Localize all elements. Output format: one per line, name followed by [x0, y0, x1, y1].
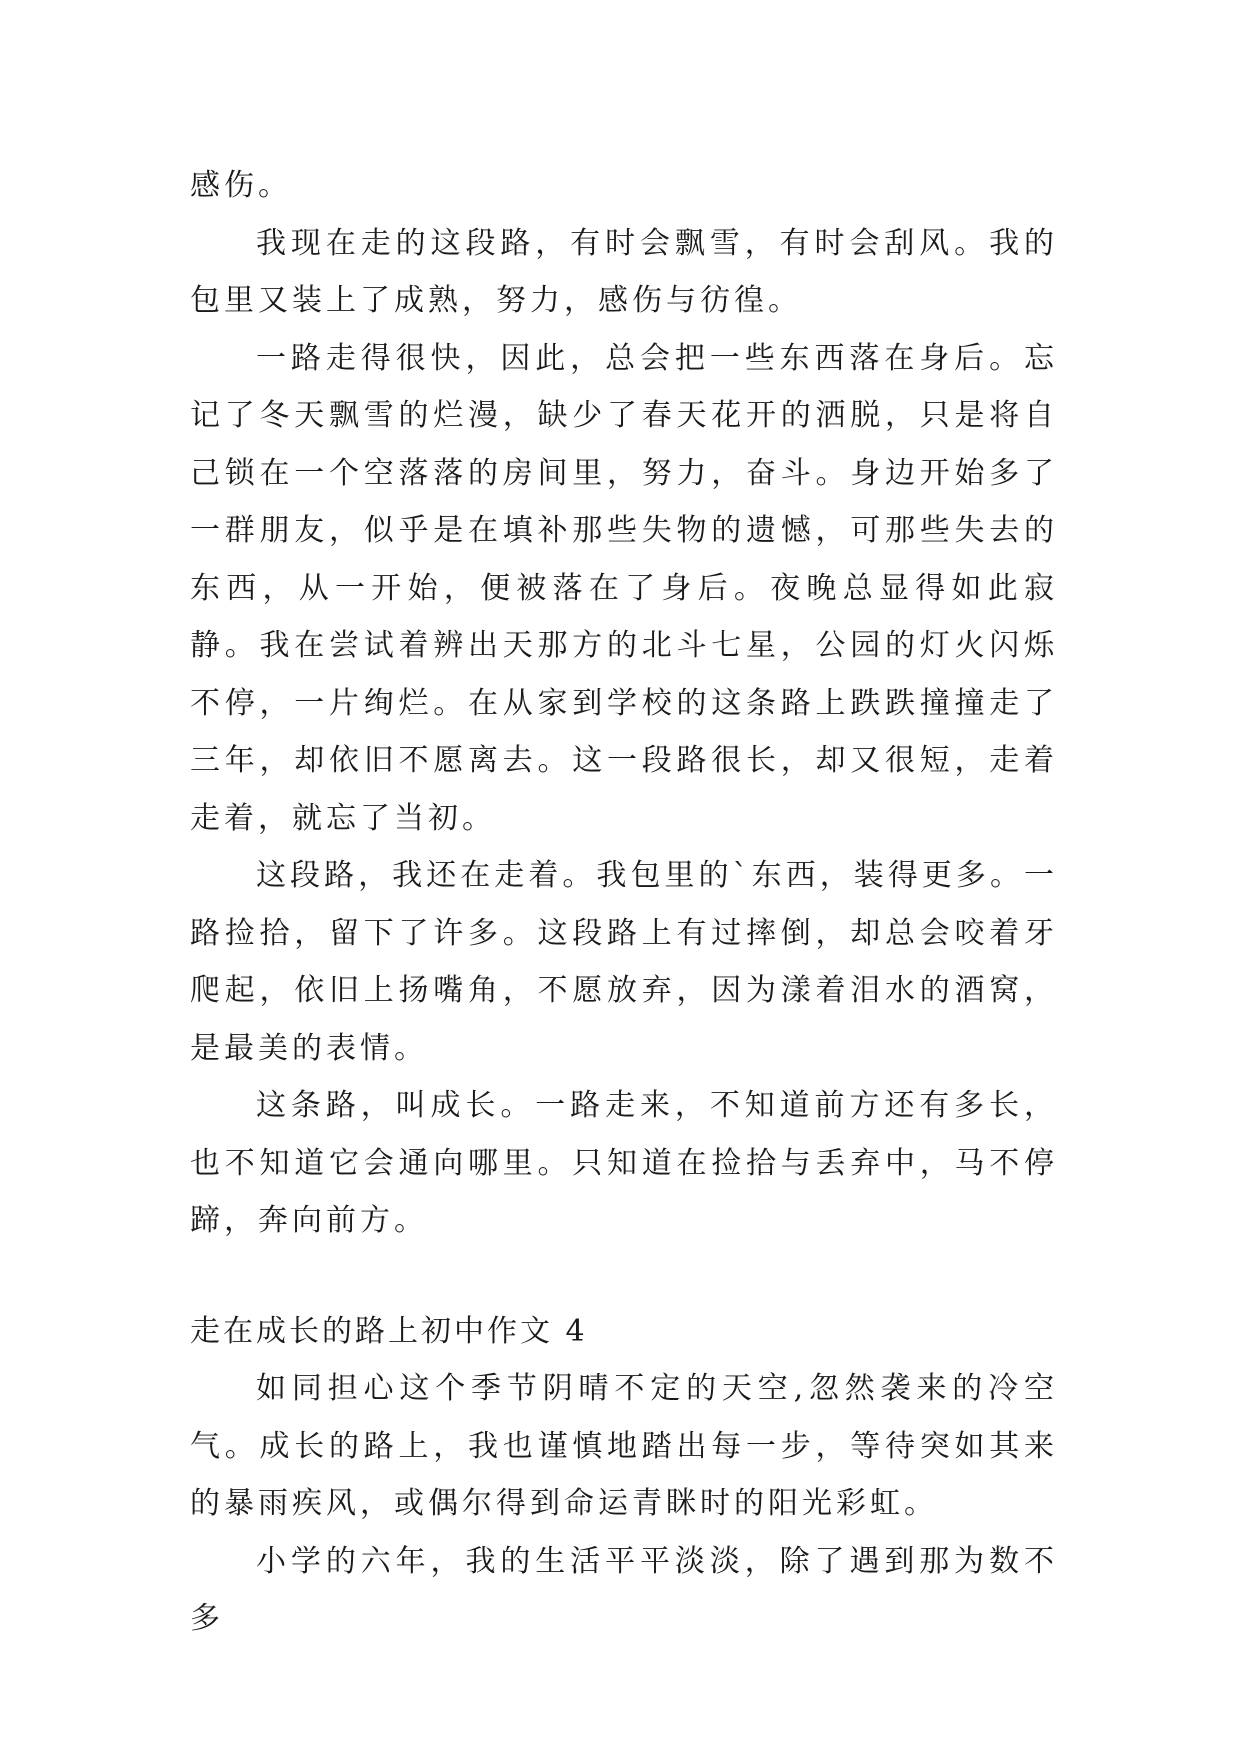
- paragraph: 一路走得很快，因此，总会把一些东西落在身后。忘记了冬天飘雪的烂漫，缺少了春天花开的洒脱，只是将自己锁在一个空落落的房间里，努力，奋斗。身边开始多了一群朋友，似乎是在填补那些失物的遗憾，可那些失去的东西，从一开始，便被落在了身后。夜晚总显得如此寂静。我在尝试着辨出天那方的北斗七星，公园的灯火闪烁不停，一片绚烂。在从家到学校的这条路上跌跌撞撞走了三年，却依旧不愿离去。这一段路很长，却又很短，走着走着，就忘了当初。: [190, 340, 1058, 836]
- paragraph: 小学的六年，我的生活平平淡淡，除了遇到那为数不多: [190, 1543, 1058, 1636]
- paragraph: 感伤。: [190, 168, 292, 203]
- paragraph: 这段路，我还在走着。我包里的`东西，装得更多。一路捡拾，留下了许多。这段路上有过摔倒，却总会咬着牙爬起，依旧上扬嘴角，不愿放弃，因为漾着泪水的酒窝，是最美的表情。: [190, 858, 1058, 1066]
- paragraph: 我现在走的这段路，有时会飘雪，有时会刮风。我的包里又装上了成熟，努力，感伤与彷徨。: [190, 225, 1058, 318]
- paragraph: 如同担心这个季节阴晴不定的天空,忽然袭来的冷空气。成长的路上，我也谨慎地踏出每一步，等待突如其来的暴雨疾风，或偶尔得到命运青眯时的阳光彩虹。: [190, 1371, 1058, 1521]
- document-body: [190, 157, 1058, 1648]
- section-heading: 走在成长的路上初中作文 4: [190, 1313, 588, 1349]
- paragraph: 这条路，叫成长。一路走来，不知道前方还有多长，也不知道它会通向哪里。只知道在捡拾与丢弃中，马不停蹄，奔向前方。: [190, 1088, 1058, 1238]
